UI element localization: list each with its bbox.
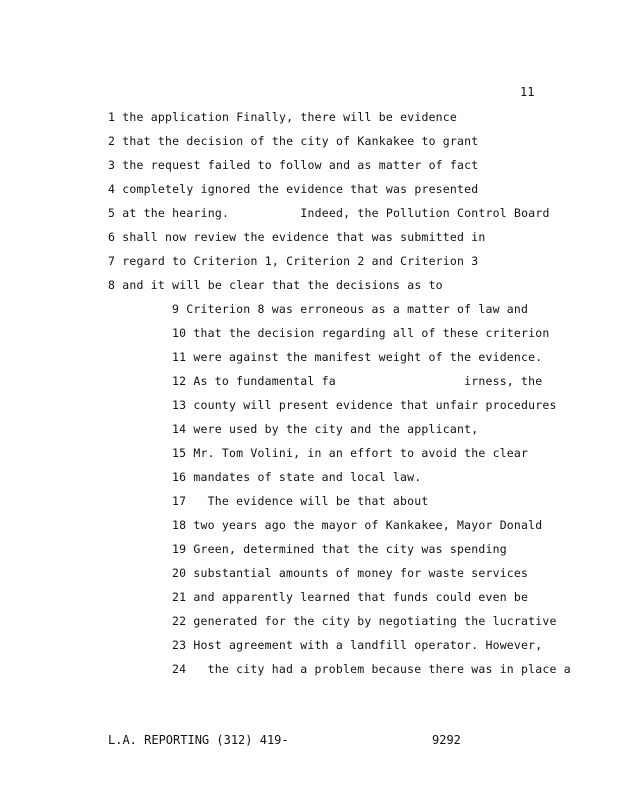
line-number: 19 [172, 542, 187, 556]
footer-phone-suffix: 9292 [432, 733, 461, 747]
transcript-line [172, 398, 557, 412]
line-number: 17 [172, 494, 187, 508]
transcript-line [108, 110, 457, 124]
line-number: 24 [172, 662, 187, 676]
line-text: completely ignored the evidence that was presented [115, 182, 479, 196]
transcript-line [172, 350, 542, 364]
transcript-line [172, 422, 478, 436]
line-number: 13 [172, 398, 187, 412]
line-text: and it will be clear that the decisions as to [115, 278, 443, 292]
transcript-line [172, 662, 571, 676]
line-number: 1 [108, 110, 116, 124]
line-number: 21 [172, 590, 187, 604]
transcript-line [172, 446, 528, 460]
transcript-line [172, 518, 542, 532]
transcript-line [108, 206, 550, 220]
line-text: county will present evidence that unfair procedures [186, 398, 557, 412]
transcript-line [172, 374, 542, 388]
transcript-line [172, 566, 528, 580]
line-number: 2 [108, 134, 116, 148]
transcript-line [172, 494, 428, 508]
line-text: regard to Criterion 1, Criterion 2 and Criterion 3 [115, 254, 479, 268]
line-number: 16 [172, 470, 187, 484]
line-text: two years ago the mayor of Kankakee, Mayor Donald [186, 518, 543, 532]
line-text: were against the manifest weight of the evidence. [186, 350, 543, 364]
transcript-line [172, 542, 507, 556]
transcript-line [172, 590, 528, 604]
transcript-line [172, 326, 550, 340]
transcript-line [108, 230, 486, 244]
line-text: Host agreement with a landfill operator. However, [186, 638, 543, 652]
transcript-line [108, 254, 478, 268]
line-text: and apparently learned that funds could even be [186, 590, 529, 604]
line-text: generated for the city by negotiating the lucrative [186, 614, 557, 628]
line-text: shall now review the evidence that was submitted in [115, 230, 486, 244]
line-text: substantial amounts of money for waste services [186, 566, 529, 580]
line-number: 6 [108, 230, 116, 244]
line-number: 12 [172, 374, 187, 388]
line-number: 10 [172, 326, 187, 340]
line-number: 9 [172, 302, 180, 316]
transcript-line [172, 302, 528, 316]
line-text: the application Finally, there will be evidence [115, 110, 458, 124]
line-number: 5 [108, 206, 116, 220]
line-text: As to fundamental fa irness, the [186, 374, 543, 388]
transcript-line [108, 158, 478, 172]
line-number: 8 [108, 278, 116, 292]
line-text: the request failed to follow and as matter of fact [115, 158, 479, 172]
line-number: 15 [172, 446, 187, 460]
line-number: 20 [172, 566, 187, 580]
line-number: 3 [108, 158, 116, 172]
line-number: 23 [172, 638, 187, 652]
line-number: 18 [172, 518, 187, 532]
transcript-line [108, 278, 443, 292]
line-number: 7 [108, 254, 116, 268]
line-number: 11 [172, 350, 187, 364]
line-number: 4 [108, 182, 116, 196]
line-text: The evidence will be that about [186, 494, 429, 508]
page-number: 11 [520, 85, 535, 99]
transcript-line [172, 614, 557, 628]
transcript-line [108, 134, 478, 148]
line-text: Mr. Tom Volini, in an effort to avoid the clear [186, 446, 529, 460]
line-text: that the decision of the city of Kankakee to grant [115, 134, 479, 148]
line-text: mandates of state and local law. [186, 470, 422, 484]
transcript-line [172, 470, 421, 484]
line-text: Criterion 8 was erroneous as a matter of law and [179, 302, 529, 316]
line-text: that the decision regarding all of these criterion [186, 326, 550, 340]
transcript-line [108, 182, 478, 196]
transcript-line [172, 638, 542, 652]
line-text: Green, determined that the city was spending [186, 542, 507, 556]
footer-reporter: L.A. REPORTING (312) 419- [108, 733, 289, 747]
line-text: the city had a problem because there was in place a [186, 662, 571, 676]
line-text: at the hearing. Indeed, the Pollution Control Board [115, 206, 550, 220]
line-number: 22 [172, 614, 187, 628]
line-number: 14 [172, 422, 187, 436]
line-text: were used by the city and the applicant, [186, 422, 479, 436]
